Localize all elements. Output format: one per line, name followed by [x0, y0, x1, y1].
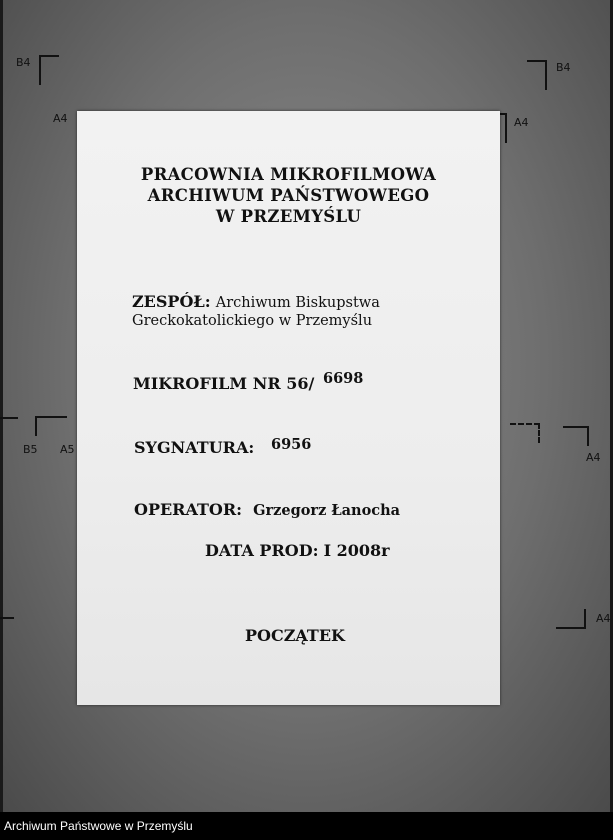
corner-a4-right-mid: [563, 426, 589, 446]
corner-right-mid-dashed: [510, 423, 540, 443]
title-sheet: [77, 111, 500, 705]
data-row: [205, 541, 390, 560]
mark-a4-right-mid: A4: [586, 451, 601, 464]
mikrofilm-label: MIKROFILM NR 56/: [133, 374, 315, 393]
data-value: I 2008r: [323, 541, 390, 560]
zespol-value-1: Archiwum Biskupstwa: [215, 295, 380, 311]
sygnatura-label: SYGNATURA:: [134, 438, 255, 457]
header-line-1: PRACOWNIA MIKROFILMOWA: [140, 165, 437, 184]
zespol-label: ZESPÓŁ:: [132, 292, 211, 311]
mikrofilm-row: [133, 374, 314, 393]
header-line-3: W PRZEMYŚLU: [215, 207, 362, 226]
mark-b4-right: B4: [556, 61, 571, 74]
operator-row: [134, 500, 400, 519]
mark-b4-left: B4: [16, 56, 31, 69]
start-label: POCZĄTEK: [245, 626, 345, 645]
mark-a4-right: A4: [514, 116, 529, 129]
sygnatura-value: 6956: [271, 436, 312, 453]
mark-a4-left: A4: [53, 112, 68, 125]
mark-a4-right-low: A4: [596, 612, 611, 625]
header-line-2: ARCHIWUM PAŃSTWOWEGO: [147, 186, 430, 205]
corner-b4-right: [527, 60, 547, 90]
data-label: DATA PROD:: [205, 541, 319, 560]
mark-b5-left: B5: [23, 443, 38, 456]
corner-a4-right-low: [556, 609, 586, 629]
zespol-row: [132, 292, 380, 311]
corner-b5-left: [35, 416, 67, 436]
tick-left-low: [0, 617, 14, 621]
zespol-value-2: Greckokatolickiego w Przemyślu: [132, 313, 373, 329]
mikrofilm-value: 6698: [323, 370, 364, 387]
sygnatura-row: [134, 438, 254, 457]
mark-a5-left: A5: [60, 443, 75, 456]
footer-caption: Archiwum Państwowe w Przemyślu: [0, 812, 613, 840]
tick-left-mid: [0, 417, 18, 421]
operator-label: OPERATOR:: [134, 500, 243, 519]
operator-value: Grzegorz Łanocha: [253, 502, 401, 519]
film-edge-left: [0, 0, 3, 812]
corner-b4-left: [39, 55, 59, 85]
